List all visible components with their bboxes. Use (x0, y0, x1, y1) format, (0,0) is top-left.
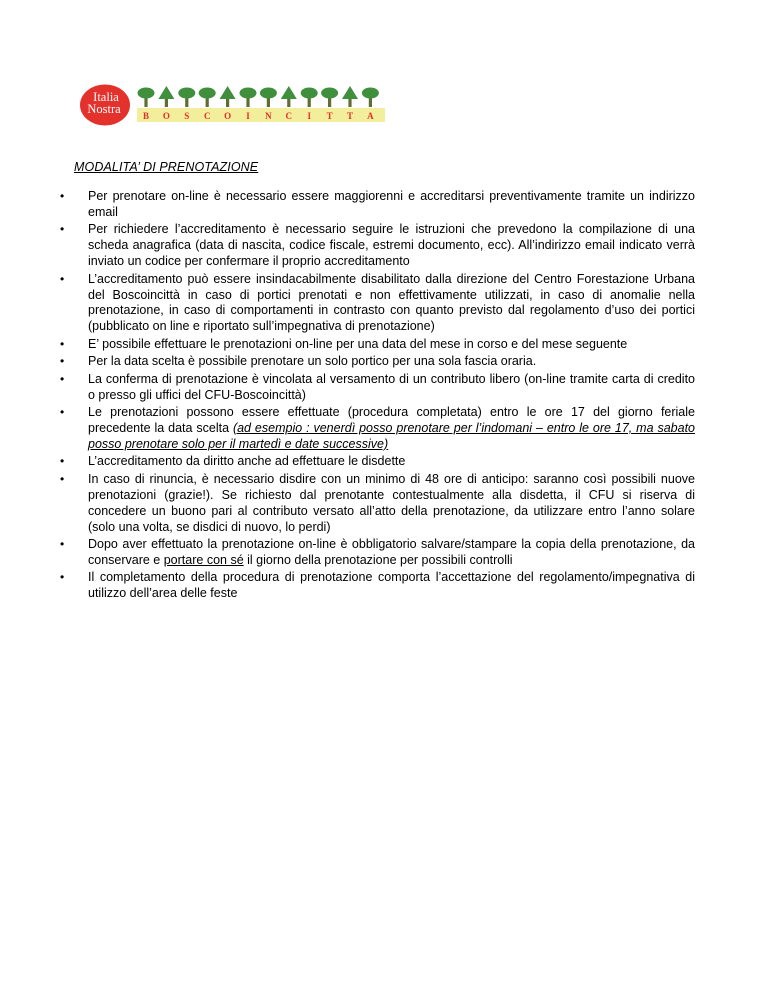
bullet-icon: • (60, 454, 65, 469)
brand-letter: I (307, 111, 311, 121)
tree-icon (342, 86, 358, 99)
tree-icon (301, 88, 318, 99)
bullet-icon: • (60, 570, 65, 585)
bullet-icon: • (60, 471, 65, 486)
brand-letter: O (162, 111, 170, 121)
brand-letter: I (246, 111, 250, 121)
tree-icon (199, 88, 216, 99)
bullet-icon: • (60, 405, 65, 420)
rule-item (60, 336, 695, 353)
brand-letter: B (142, 111, 150, 121)
brand-letter: S (184, 111, 190, 121)
rule-item (60, 354, 695, 370)
brand-letter: T (346, 111, 354, 121)
tree-icon (260, 88, 277, 99)
rule-item (60, 405, 695, 453)
rule-text: Le prenotazioni possono essere effettuate (procedura completata) entro le ore 17 del giorno feriale precedente la data scelta (88, 405, 695, 435)
brand-letter: A (367, 111, 374, 121)
bullet-icon: • (60, 336, 65, 351)
rule-text: Dopo aver effettuato la prenotazione on-line è obbligatorio salvare/stampare la copia della prenotazione, da conservare e (88, 536, 695, 567)
tree-icon (220, 86, 236, 99)
rule-text: L’accreditamento da diritto anche ad effettuare le disdette (88, 454, 406, 469)
tree-icon (178, 88, 195, 99)
tree-icon (281, 86, 297, 99)
tree-icon (138, 88, 155, 99)
logo-graphic (80, 84, 386, 126)
brand-letter: N (265, 111, 272, 121)
rule-item (60, 271, 695, 336)
brand-letter: T (326, 111, 333, 121)
rule-text: La conferma di prenotazione è vincolata al versamento di un contributo libero (on-line tramite carta di credito o presso gli uffici del CFU-Boscoincittà) (88, 371, 695, 402)
brand-letter: C (285, 111, 293, 121)
bullet-icon: • (60, 354, 65, 369)
bullet-icon: • (60, 371, 65, 386)
rule-text: E’ possibile effettuare le prenotazioni on-line per una data del mese in corso e del mese seguente (88, 336, 628, 351)
bullet-icon: • (60, 222, 65, 237)
bullet-icon: • (60, 536, 65, 551)
bullet-icon: • (60, 189, 65, 203)
rule-text: Per prenotare on-line è necessario essere maggiorenni e accreditarsi preventivamente tramite un indirizzo email (88, 189, 695, 219)
tree-icon (158, 86, 174, 99)
rule-text: L’accreditamento può essere insindacabilmente disabilitato dalla direzione del Centro Forestazione Urbana del Boscoincittà in caso di portici prenotati e non effettivamente utilizzati, in caso di anomalie nella prenotazione, in caso di comportamenti in contrasto con quanto previsto dal regolamento d’uso dei portici (pubblicato on line e riportato sull’impegnativa di prenotazione) (88, 271, 695, 334)
badge-word-italia: Italia (93, 90, 119, 104)
rule-item (60, 471, 695, 536)
tree-row (138, 86, 379, 107)
rule-text: Per richiedere l’accreditamento è necessario seguire le istruzioni che prevedono la compilazione di una scheda anagrafica (data di nascita, codice fiscale, estremi documento, ecc). All’indirizzo email indicato verrà inviato un codice per confermare il proprio accreditamento (88, 222, 695, 269)
rule-item (60, 371, 695, 404)
tree-icon (362, 88, 379, 99)
rule-item (60, 454, 695, 470)
rule-item (60, 570, 695, 602)
rule-item (60, 189, 695, 221)
rule-text: Il completamento della procedura di prenotazione comporta l’accettazione del regolamento/impegnativa di utilizzo dell’area delle feste (88, 570, 695, 601)
rule-text: Per la data scelta è possibile prenotare un solo portico per una sola fascia oraria. (88, 354, 537, 369)
brand-letter: C (203, 111, 211, 121)
italia-nostra-boscoincitta-logo (80, 84, 386, 126)
rule-item (60, 536, 695, 569)
rule-text: il giorno della prenotazione per possibili controlli (243, 552, 513, 567)
tree-icon (321, 88, 338, 99)
bullet-icon: • (60, 271, 65, 286)
rule-text: In caso di rinuncia, è necessario disdire con un minimo di 48 ore di anticipo: saranno così possibili nuove prenotazioni (grazie!). Se richiesto dal prenotante contestualmente alla disdetta, il CFU si riserva di concedere un buono pari al contributo versato all’atto della prenotazione, da utilizzare entro l’anno solare (solo una volta, se disdici di nuovo, lo perdi) (88, 471, 695, 534)
page-heading: MODALITA’ DI PRENOTAZIONE (74, 160, 259, 174)
rule-example-note: (ad esempio : venerdì posso prenotare per l’indomani – entro le ore 17, ma sabato posso prenotare solo per il martedì e date successive) (88, 420, 695, 451)
booking-rules-list (60, 189, 695, 604)
brand-letter: O (224, 111, 232, 121)
badge-word-nostra: Nostra (87, 102, 121, 116)
rule-item (60, 222, 695, 270)
tree-icon (240, 88, 257, 99)
rule-underlined-text: portare con sé (163, 552, 244, 567)
